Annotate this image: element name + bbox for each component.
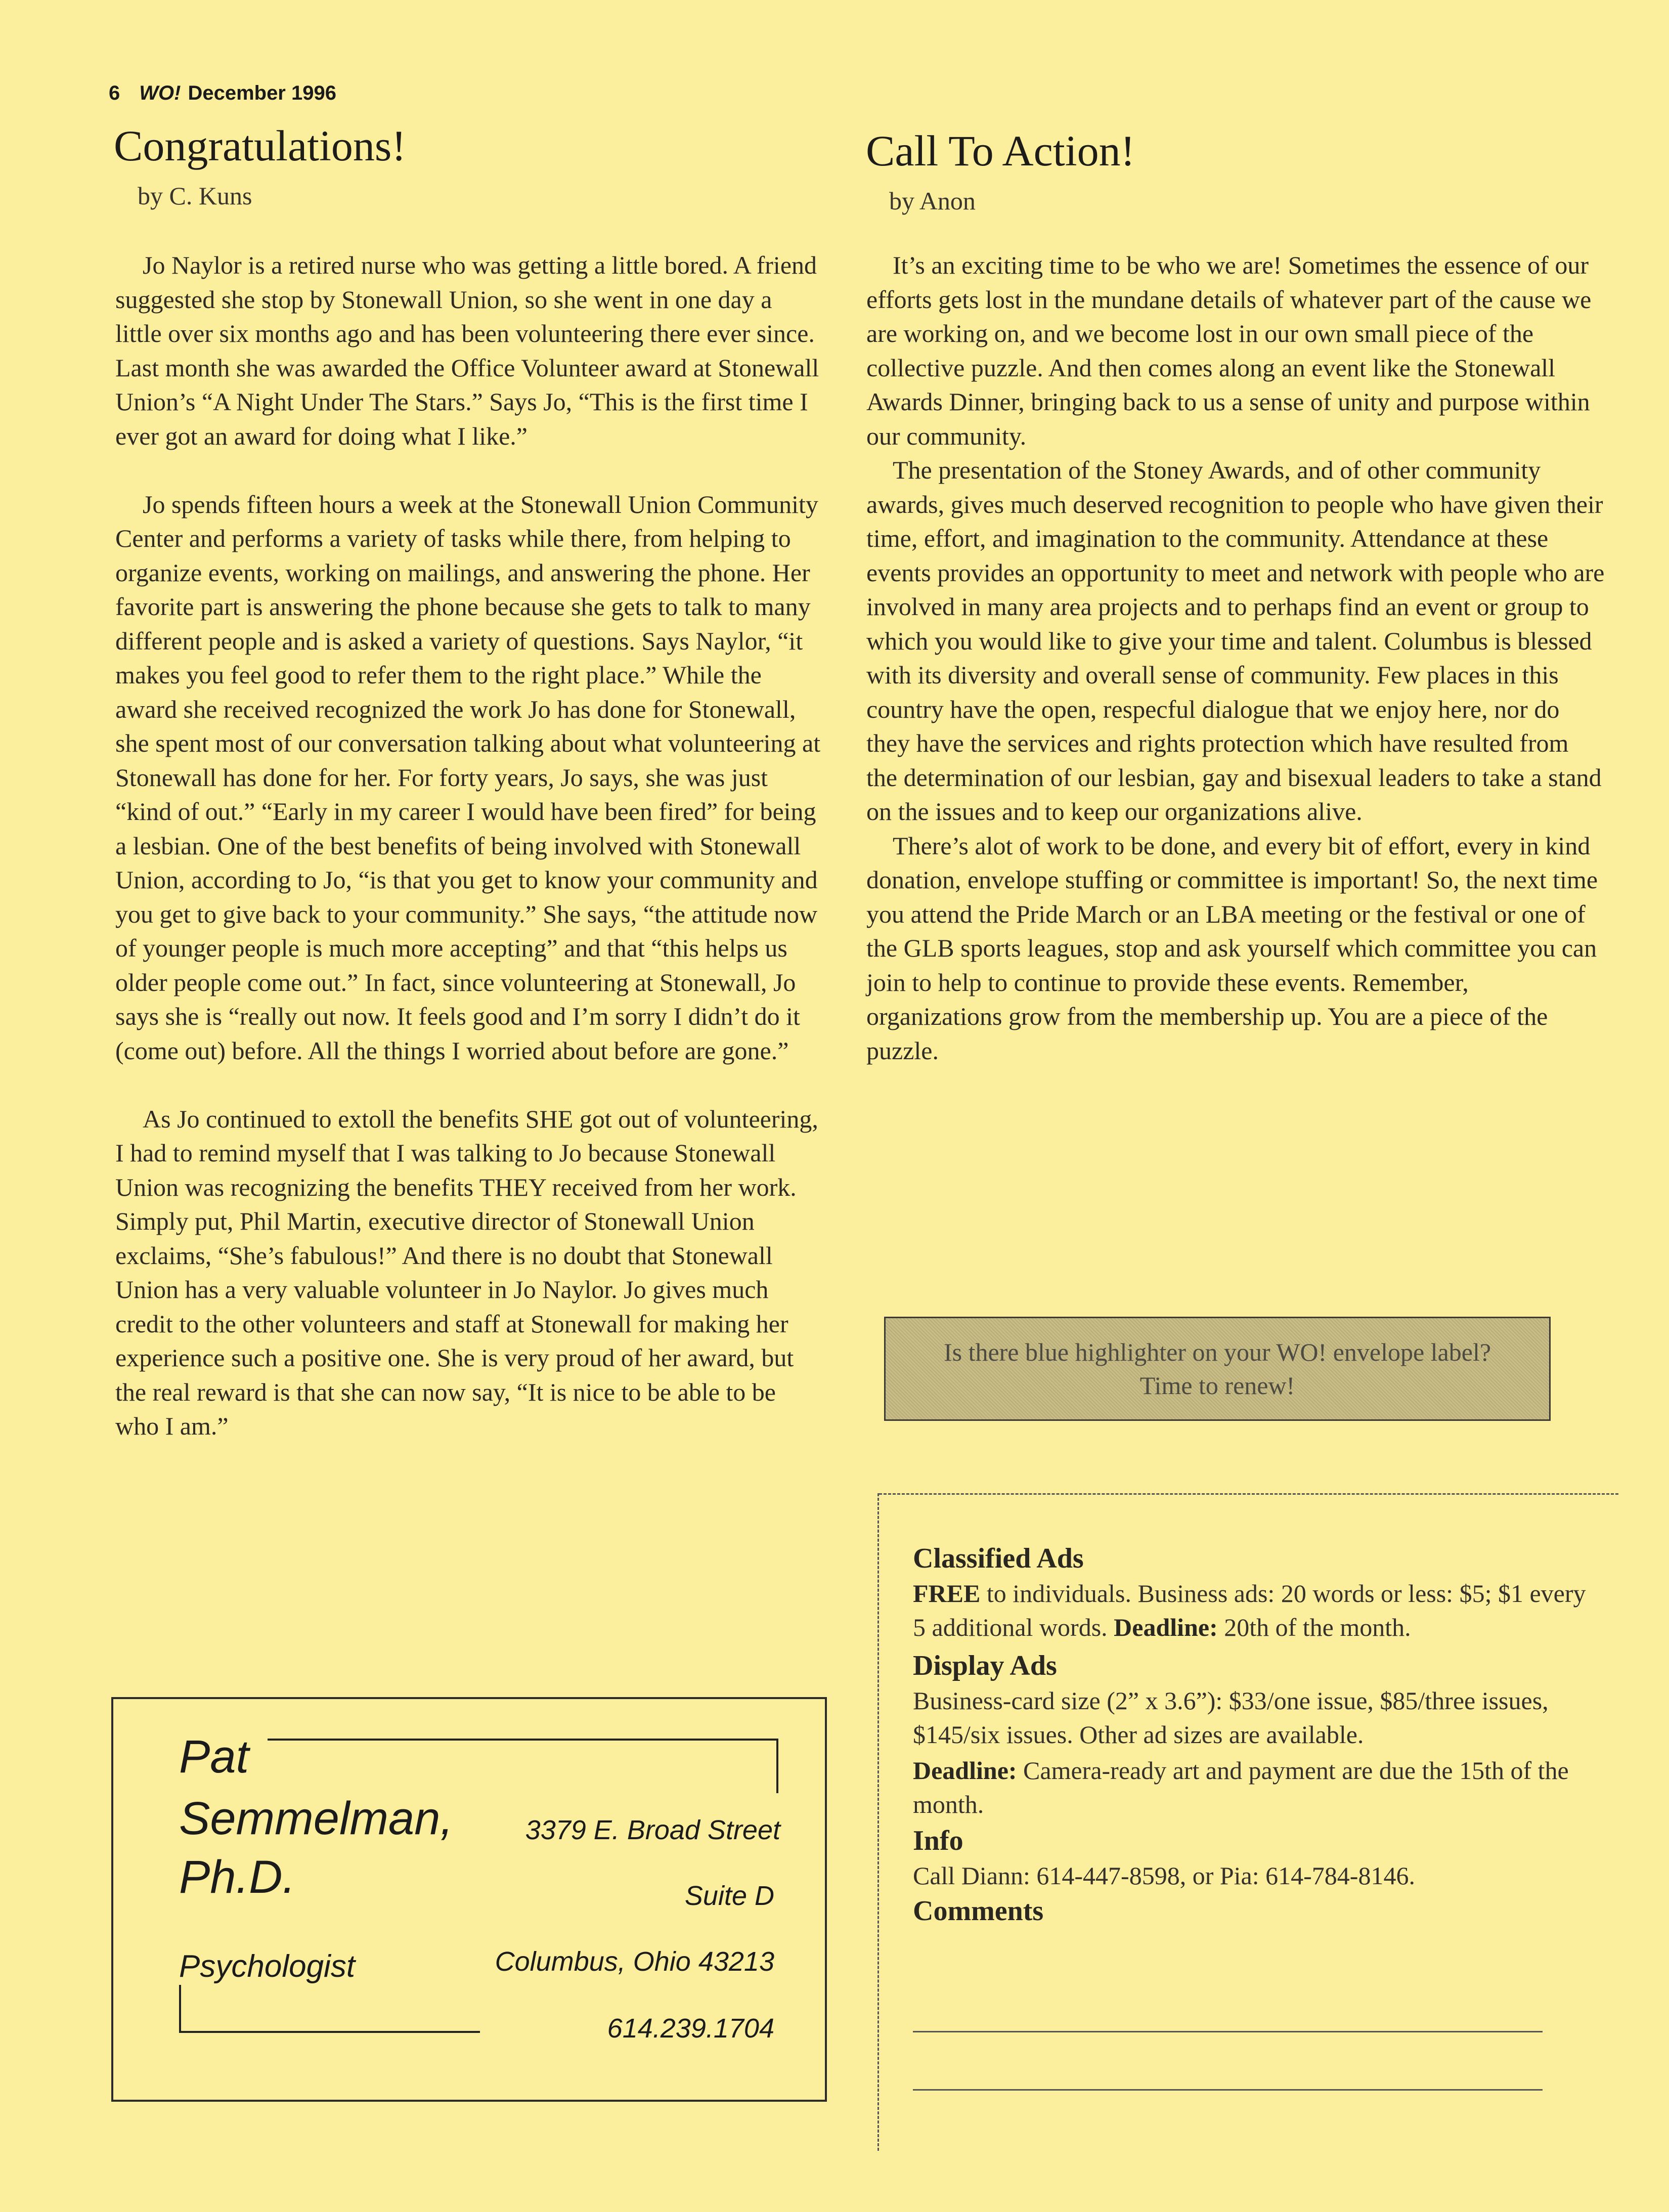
classified-ads-heading: Classified Ads <box>913 1543 1084 1574</box>
renewal-notice-box <box>884 1317 1551 1421</box>
info-heading: Info <box>913 1825 963 1856</box>
comments-line-1[interactable] <box>913 2031 1543 2032</box>
deadline-label: Deadline: <box>1114 1613 1218 1641</box>
card-rule-bottom-start <box>179 1985 181 2033</box>
renewal-notice-text: Is there blue highlighter on your WO! envelope label? Time to renew! <box>943 1338 1491 1400</box>
display-ads-text: Business-card size (2” x 3.6”): $33/one issue, $85/three issues, $145/six issues. Other ad sizes are available. <box>913 1686 1549 1749</box>
display-deadline-text: Camera-ready art and payment are due the 15th of the month. <box>913 1756 1569 1818</box>
publication-name: WO! <box>139 82 181 104</box>
card-profession: Psychologist <box>179 1949 356 1984</box>
article-byline-right: by Anon <box>889 187 976 215</box>
card-first-name: Pat <box>179 1731 249 1783</box>
coupon-border-left <box>877 1493 879 2151</box>
paragraph: The presentation of the Stoney Awards, and of other community awards, gives much deserved recognition to people who have given their time, effort, and imagination to the community. Attendance at these events provides an opportunity to meet and network with people who are involved in many area projects and to perhaps find an event or group to which you would like to give your time and talent. Columbus is blessed with its diversity and overall sense of community. Few places in this country have the open, respecful dialogue that we enjoy here, nor do they have the services and rights protection which have resulted from the determination of our lesbian, gay and bisexual leaders to take a stand on the issues and to keep our organizations alive. <box>866 456 1605 826</box>
article-title-congratulations: Congratulations! <box>114 121 407 170</box>
display-ads-deadline <box>913 1754 1601 1821</box>
coupon-border-top <box>879 1493 1618 1495</box>
free-label: FREE <box>913 1579 981 1608</box>
article-byline-left: by C. Kuns <box>138 182 252 210</box>
card-street: 3379 E. Broad Street <box>525 1815 780 1845</box>
ad-rates-section <box>913 1540 1601 1929</box>
info-contact-text: Call Diann: 614-447-8598, or Pia: 614-784-8146. <box>913 1861 1415 1890</box>
paragraph: It’s an exciting time to be who we are! Sometimes the essence of our efforts gets lost in the mundane details of whatever part of the cause we are working on, and we become lost in our own small piece of the collective puzzle. And then comes along an event like the Stonewall Awards Dinner, bringing back to us a sense of unity and purpose within our community. <box>866 251 1592 450</box>
display-ads-heading: Display Ads <box>913 1650 1057 1681</box>
article-body-right <box>866 248 1605 1068</box>
page-number: 6 <box>109 82 120 104</box>
running-header <box>109 82 336 105</box>
paragraph: Jo Naylor is a retired nurse who was getting a little bored. A friend suggested she stop by Stonewall Union, so she went in one day a little over six months ago and has been volunteering there ever since. Last month she was awarded the Office Volunteer award at Stonewall Union’s “A Night Under The Stars.” Says Jo, “This is the first time I ever got an award for doing what I like.” <box>115 251 819 450</box>
classified-deadline-date: 20th of the month. <box>1217 1613 1411 1641</box>
card-degree: Ph.D. <box>179 1851 296 1903</box>
paragraph: There’s alot of work to be done, and every bit of effort, every in kind donation, envelope stuffing or committee is important! So, the next time you attend the Pride March or an LBA meeting or the festival or one of the GLB sports leagues, stop and ask yourself which committee you can join to help to continue to provide these events. Remember, organizations grow from the membership up. You are a piece of the puzzle. <box>866 831 1598 1065</box>
business-card-ad <box>111 1697 827 2102</box>
card-suite: Suite D <box>684 1881 774 1911</box>
card-rule-top-end <box>776 1739 778 1793</box>
issue-date: December 1996 <box>188 82 336 104</box>
card-phone: 614.239.1704 <box>607 2013 774 2044</box>
card-rule-top <box>268 1739 778 1741</box>
comments-heading: Comments <box>913 1895 1044 1927</box>
card-city: Columbus, Ohio 43213 <box>495 1946 774 1977</box>
comments-line-2[interactable] <box>913 2089 1543 2091</box>
paragraph: As Jo continued to extoll the benefits SHE got out of volunteering, I had to remind myself that I was talking to Jo because Stonewall Union was recognizing the benefits THEY received from her work. Simply put, Phil Martin, executive director of Stonewall Union exclaims, “She’s fabulous!” And there is no doubt that Stonewall Union has a very valuable volunteer in Jo Naylor. Jo gives much credit to the other volunteers and staff at Stonewall for making her experience such a positive one. She is very proud of her award, but the real reward is that she can now say, “It is nice to be able to be who I am.” <box>115 1104 818 1440</box>
article-title-call-to-action: Call To Action! <box>866 126 1135 175</box>
card-last-name: Semmelman, <box>179 1793 453 1844</box>
deadline-label: Deadline: <box>913 1756 1017 1785</box>
card-rule-bottom <box>179 2031 480 2033</box>
classified-ads-text <box>913 1577 1601 1644</box>
paragraph: Jo spends fifteen hours a week at the Stonewall Union Community Center and performs a variety of tasks while there, from helping to organize events, working on mailings, and answering the phone. Her favorite part is answering the phone because she gets to talk to many different people and is asked a variety of questions. Says Naylor, “it makes you feel good to refer them to the right place.” While the award she received recognized the work Jo has done for Stonewall, she spent most of our conversation talking about what volunteering at Stonewall has done for her. For forty years, Jo says, she was just “kind of out.” “Early in my career I would have been fired” for being a lesbian. One of the best benefits of being involved with Stonewall Union, according to Jo, “is that you get to know your community and you get to give back to your community.” She says, “the attitude now of younger people is much more accepting” and that “this helps us older people come out.” In fact, since volunteering at Stonewall, Jo says she is “really out now. It feels good and I’m sorry I didn’t do it (come out) before. All the things I worried about before are gone.” <box>115 490 821 1065</box>
article-body-left <box>115 248 824 1444</box>
classified-rates: to individuals. Business ads: 20 words or less: $5; $1 every 5 additional words. <box>913 1579 1586 1641</box>
